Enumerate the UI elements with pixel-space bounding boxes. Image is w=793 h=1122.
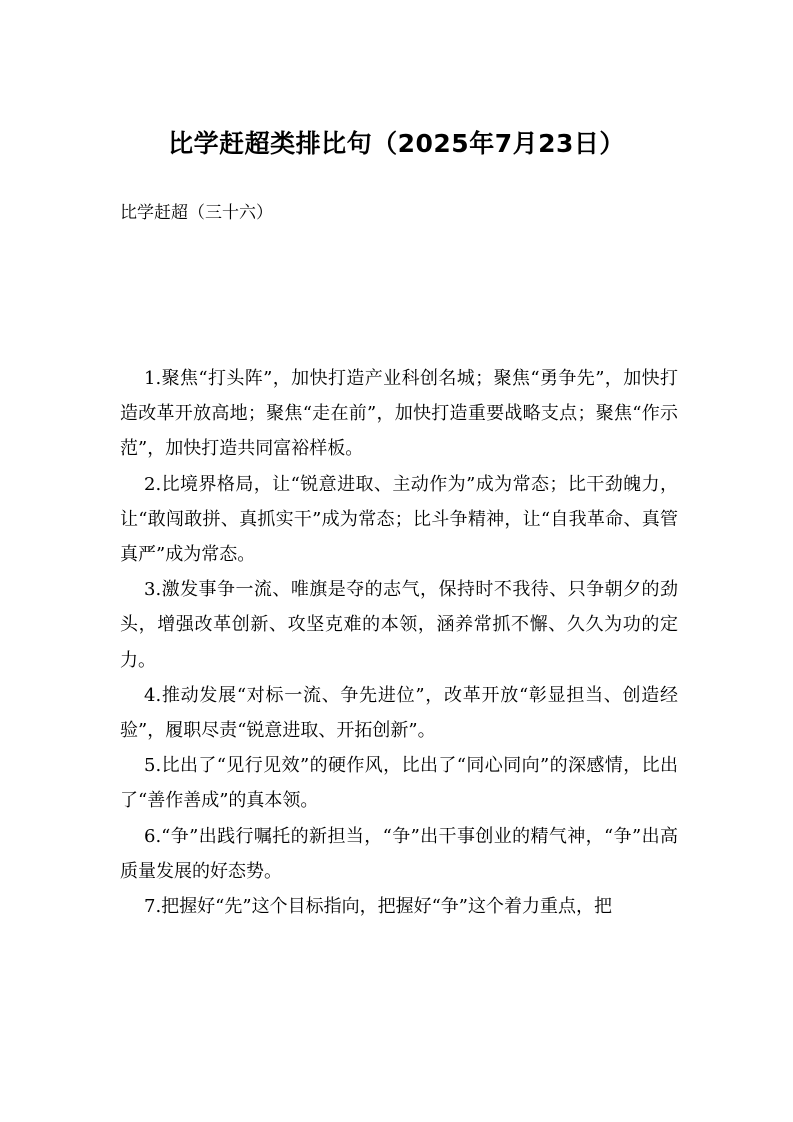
paragraph-3: 3.激发事争一流、唯旗是夺的志气，保持时不我待、只争朝夕的劲头，增强改革创新、攻坚克难的本领，涵养常抓不懈、久久为功的定力。 [120, 579, 678, 671]
paragraph-5: 5.比出了“见行见效”的硬作风，比出了“同心同向”的深感情，比出了“善作善成”的真本领。 [120, 755, 678, 812]
paragraph-1: 1.聚焦“打头阵”，加快打造产业科创名城；聚焦“勇争先”，加快打造改革开放高地；聚焦“走在前”，加快打造重要战略支点；聚焦“作示范”，加快打造共同富裕样板。 [120, 368, 678, 460]
paragraph-6: 6.“争”出践行嘱托的新担当，“争”出干事创业的精气神，“争”出高质量发展的好态势。 [120, 825, 678, 882]
paragraph-2: 2.比境界格局，让“锐意进取、主动作为”成为常态；比干劲魄力，让“敢闯敢拼、真抓实干”成为常态；比斗争精神，让“自我革命、真管真严”成为常态。 [120, 473, 678, 566]
document-subtitle: 比学赶超（三十六） [120, 203, 273, 223]
paragraph-7: 7.把握好“先”这个目标指向，把握好“争”这个着力重点，把 [144, 896, 612, 918]
document-body [120, 361, 678, 924]
document-title: 比学赶超类排比句（2025年7月23日） [168, 129, 625, 158]
paragraph-4: 4.推动发展“对标一流、争先进位”，改革开放“彰显担当、创造经验”，履职尽责“锐意进取、开拓创新”。 [120, 684, 678, 742]
